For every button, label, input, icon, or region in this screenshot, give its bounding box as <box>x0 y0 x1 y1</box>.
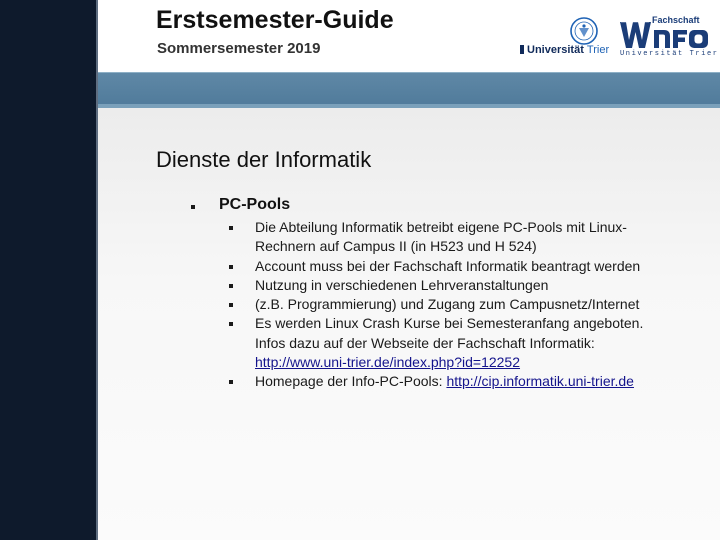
section-title: Dienste der Informatik <box>156 147 372 172</box>
list-item-text: Die Abteilung Informatik betreibt eigene PC-Pools mit Linux- <box>255 219 627 235</box>
list-item-text: Account muss bei der Fachschaft Informatik beantragt werden <box>255 257 641 274</box>
fachschaft-label: Fachschaft <box>652 15 700 25</box>
bullet-icon <box>191 205 195 209</box>
page-subtitle: Sommersemester 2019 <box>157 40 321 57</box>
list-item <box>255 295 715 314</box>
list-item-continuation <box>255 237 715 256</box>
list-item-text: Nutzung in verschiedenen Lehrveranstaltungen <box>255 276 549 293</box>
cip-homepage-link[interactable]: http://cip.informatik.uni-trier.de <box>446 373 634 390</box>
list-item-continuation <box>255 334 715 353</box>
wnfo-subtitle: Universität Trier <box>620 50 719 58</box>
list-item <box>255 218 715 237</box>
bullet-list <box>255 218 715 392</box>
university-mark-icon <box>520 45 524 54</box>
university-label: Universität <box>527 44 584 56</box>
left-sidebar-bar <box>0 0 98 540</box>
list-item <box>255 314 715 333</box>
level1-bullet-text: PC-Pools <box>219 196 291 213</box>
list-item <box>255 257 715 276</box>
list-item-text: Es werden Linux Crash Kurse bei Semesteranfang angeboten. <box>255 315 644 332</box>
header-band <box>98 72 720 108</box>
list-item-text: Rechnern auf Campus II (in H523 und H 524) <box>255 238 537 255</box>
list-item-text: (z.B. Programmierung) und Zugang zum Campusnetz/Internet <box>255 296 640 313</box>
list-item-text: Homepage der Info-PC-Pools: <box>255 373 447 390</box>
university-city: Trier <box>586 44 610 56</box>
list-item-continuation <box>255 353 715 372</box>
list-item <box>255 372 715 391</box>
page-title: Erstsemester-Guide <box>156 6 394 34</box>
list-item <box>255 276 715 295</box>
list-item-text: Infos dazu auf der Webseite der Fachschaft Informatik: <box>255 334 595 351</box>
university-seal-icon <box>569 16 599 46</box>
university-logo <box>520 44 609 56</box>
fachschaft-info-link[interactable]: http://www.uni-trier.de/index.php?id=12252 <box>255 354 521 371</box>
